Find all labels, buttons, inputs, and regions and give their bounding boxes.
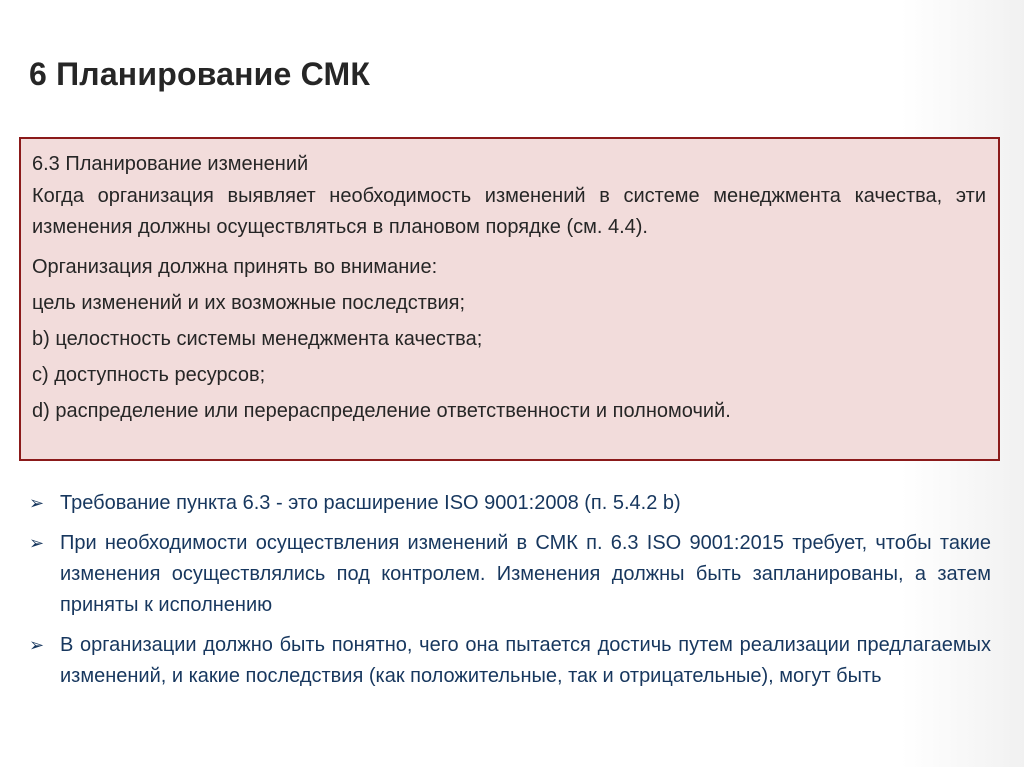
bullet-item [29,528,991,621]
standard-quote-box [19,137,1000,461]
box-heading: 6.3 Планирование изменений [32,153,309,175]
arrow-bullet-icon: ➢ [29,635,45,655]
slide-title: 6 Планирование СМК [29,56,371,92]
box-item: b) целостность системы менеджмента качества; [32,328,483,350]
bullet-text: В организации должно быть понятно, чего она пытается достичь путем реализации предлагаемых изменений, и какие последствия (как положительные, так и отрицательные), могут быть [60,634,991,687]
box-paragraph: Когда организация выявляет необходимость изменений в системе менеджмента качества, эти изменения должны осуществляться в плановом порядке (см. 4.4). [32,185,986,238]
box-intro: Организация должна принять во внимание: [32,256,438,278]
bullet-item [29,488,991,519]
bullet-text: При необходимости осуществления изменений в СМК п. 6.3 ISO 9001:2015 требует, чтобы такие изменения осуществлялись под контролем. Изменения должны быть запланированы, а затем приняты к исполнению [60,532,991,616]
arrow-bullet-icon: ➢ [29,533,45,553]
bullet-text: Требование пункта 6.3 - это расширение ISO 9001:2008 (п. 5.4.2 b) [60,492,681,514]
arrow-bullet-icon: ➢ [29,493,45,513]
box-item: d) распределение или перераспределение ответственности и полномочий. [32,400,731,422]
box-item: c) доступность ресурсов; [32,364,266,386]
box-item: цель изменений и их возможные последствия; [32,292,466,314]
bullet-item [29,630,991,692]
bullet-list [29,488,991,701]
